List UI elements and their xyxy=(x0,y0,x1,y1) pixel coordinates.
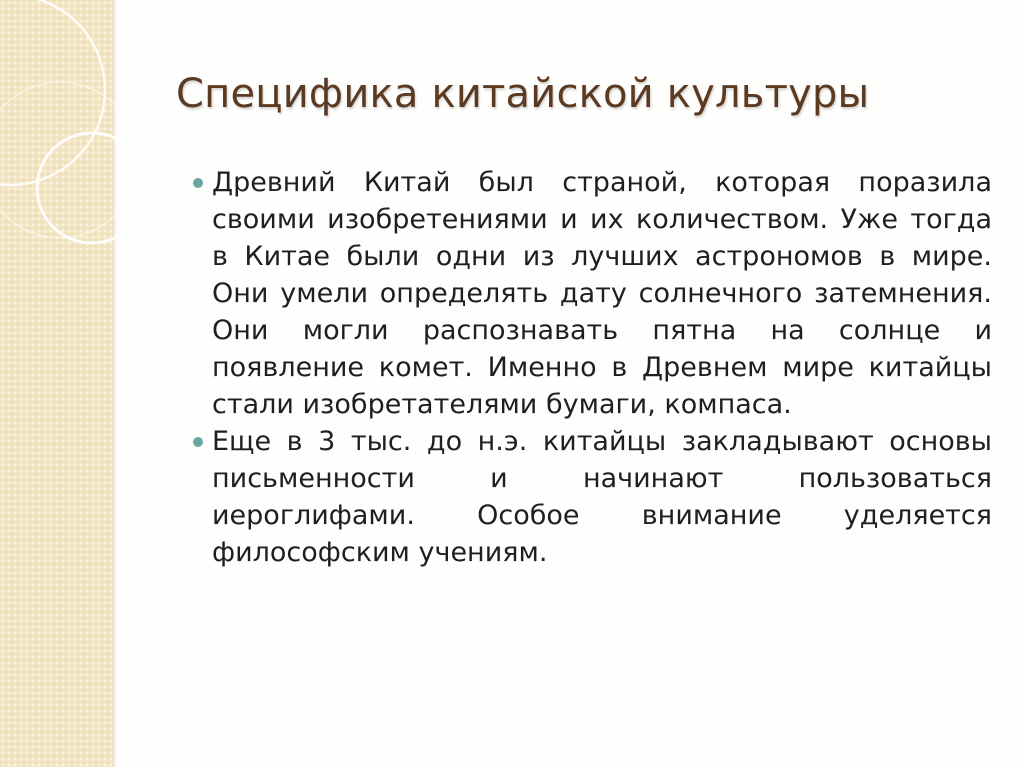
bullet-dot-icon xyxy=(193,178,203,188)
bullet-dot-icon xyxy=(193,437,203,447)
slide-title: Специфика китайской культуры xyxy=(176,71,870,117)
bullet-text: Древний Китай был страной, которая поразила своими изобретениями и их количеством. Уже тогда в Китае были одни из лучших астрономов в мире. Они умели определять дату солнечного затемнения. Они могли распознавать пятна на солнце и появление комет. Именно в Древнем мире китайцы стали изобретателями бумаги, компаса. xyxy=(212,167,992,420)
slide-body xyxy=(212,164,992,571)
bullet-text: Еще в 3 тыс. до н.э. китайцы закладывают основы письменности и начинают пользоваться иероглифами. Особое внимание уделяется философским учениям. xyxy=(212,426,992,568)
decorative-side-band xyxy=(0,0,112,767)
bullet-item xyxy=(212,423,992,571)
side-band-edge xyxy=(112,0,116,767)
bullet-item xyxy=(212,164,992,423)
